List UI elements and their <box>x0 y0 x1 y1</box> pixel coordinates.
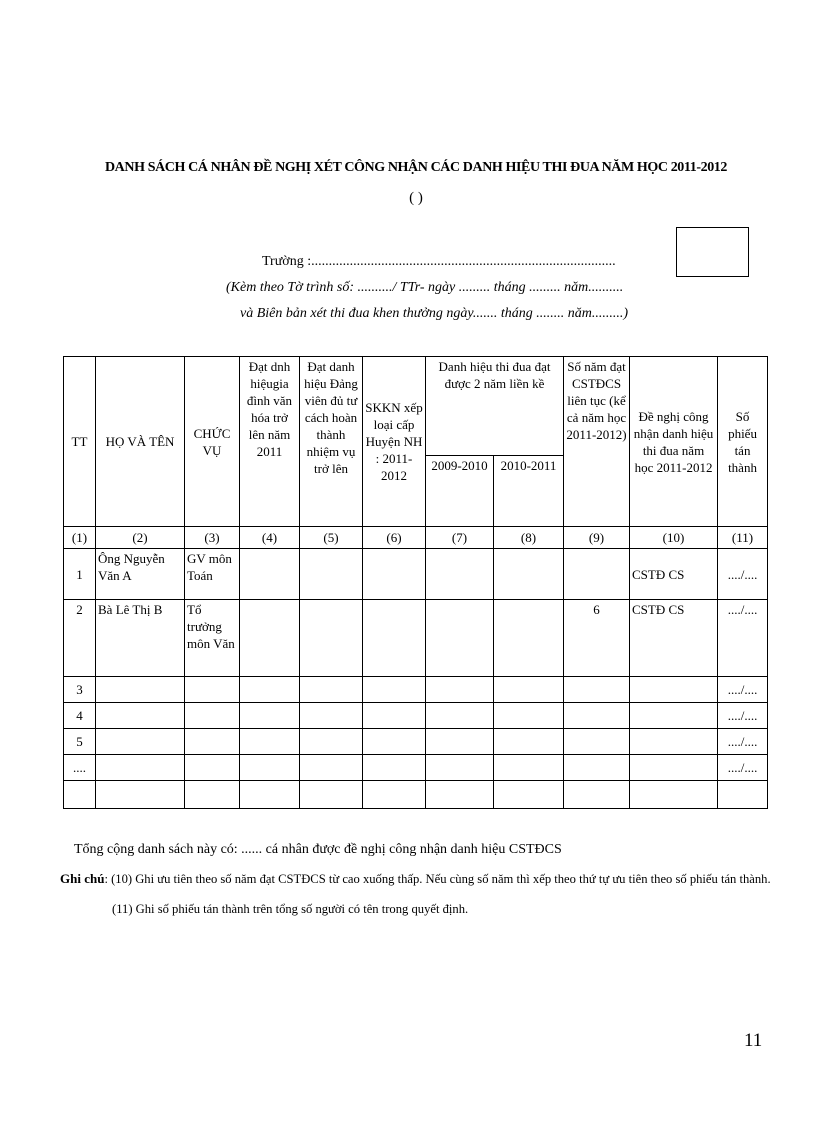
attachment-line-1: (Kèm theo Tờ trình số: ........../ TTr- ngày ......... tháng ......... năm.......... <box>226 280 624 295</box>
header-party-member: Đạt danh hiệu Đảng viên đủ tư cách hoàn thành nhiệm vụ trở lên <box>300 357 363 527</box>
col-number: (11) <box>718 527 768 549</box>
cell-position: Tổ trưởng môn Văn <box>185 600 240 677</box>
cell-proposed <box>630 755 718 781</box>
cell-party-member <box>300 677 363 703</box>
table-row <box>64 677 768 703</box>
cell-proposed <box>630 677 718 703</box>
cell-proposed: CSTĐ CS <box>630 600 718 677</box>
cell-name <box>96 703 185 729</box>
cell-votes: ..../.... <box>718 677 768 703</box>
header-culture-family: Đạt dnh hiệugia đình văn hóa trở lên năm 2011 <box>240 357 300 527</box>
cell-consecutive-years <box>564 677 630 703</box>
cell-party-member <box>300 755 363 781</box>
cell-culture-family <box>240 677 300 703</box>
cell-skkn <box>363 703 426 729</box>
header-proposed: Đề nghị công nhận danh hiệu thi đua năm học 2011-2012 <box>630 357 718 527</box>
header-tt: TT <box>64 357 96 527</box>
cell-year1 <box>426 549 494 600</box>
note-line-1 <box>60 871 771 887</box>
cell-position <box>185 703 240 729</box>
table-row <box>64 549 768 600</box>
table-row <box>64 703 768 729</box>
cell-party-member <box>300 600 363 677</box>
cell-year2 <box>494 549 564 600</box>
cell-name: Ông Nguyễn Văn A <box>96 549 185 600</box>
table-row <box>64 729 768 755</box>
col-number: (7) <box>426 527 494 549</box>
cell-position <box>185 677 240 703</box>
document-title: DANH SÁCH CÁ NHÂN ĐỀ NGHỊ XÉT CÔNG NHẬN CÁC DANH HIỆU THI ĐUA NĂM HỌC 2011-2012 <box>104 160 728 175</box>
cell-culture-family <box>240 600 300 677</box>
cell-culture-family <box>240 549 300 600</box>
cell-year2 <box>494 600 564 677</box>
cell-skkn <box>363 729 426 755</box>
col-number: (4) <box>240 527 300 549</box>
cell-name <box>96 755 185 781</box>
stamp-box <box>676 227 749 277</box>
cell-votes: ..../.... <box>718 549 768 600</box>
cell-year1 <box>426 600 494 677</box>
cell-consecutive-years <box>564 549 630 600</box>
cell-tt: 2 <box>64 600 96 677</box>
table-row-empty <box>64 781 768 809</box>
cell-consecutive-years <box>564 755 630 781</box>
cell-consecutive-years <box>564 729 630 755</box>
cell-year1 <box>426 755 494 781</box>
header-title-2years: Danh hiệu thi đua đạt được 2 năm liền kề <box>426 357 564 456</box>
col-number: (2) <box>96 527 185 549</box>
school-line: Trường :....................................................................................... <box>262 254 616 269</box>
cell-year2 <box>494 755 564 781</box>
header-position: CHỨC VỤ <box>185 357 240 527</box>
header-year-2010-2011: 2010-2011 <box>494 456 564 527</box>
cell-year1 <box>426 729 494 755</box>
cell-name: Bà Lê Thị B <box>96 600 185 677</box>
header-skkn: SKKN xếp loại cấp Huyện NH : 2011-2012 <box>363 357 426 527</box>
header-row-1 <box>64 357 768 456</box>
cell-votes: ..../.... <box>718 729 768 755</box>
cell-tt: 5 <box>64 729 96 755</box>
cell-proposed: CSTĐ CS <box>630 549 718 600</box>
note-line-2: (11) Ghi số phiếu tán thành trên tổng số người có tên trong quyết định. <box>112 902 469 916</box>
cell-skkn <box>363 600 426 677</box>
cell-year2 <box>494 729 564 755</box>
col-number: (3) <box>185 527 240 549</box>
column-number-row <box>64 527 768 549</box>
header-year-2009-2010: 2009-2010 <box>426 456 494 527</box>
col-number: (5) <box>300 527 363 549</box>
header-consecutive-years: Số năm đạt CSTĐCS liên tục (kể cả năm học 2011-2012) <box>564 357 630 527</box>
cell-party-member <box>300 729 363 755</box>
cell-tt: .... <box>64 755 96 781</box>
cell-skkn <box>363 677 426 703</box>
cell-name <box>96 677 185 703</box>
cell-tt: 4 <box>64 703 96 729</box>
cell-culture-family <box>240 755 300 781</box>
col-number: (6) <box>363 527 426 549</box>
cell-skkn <box>363 755 426 781</box>
col-number: (8) <box>494 527 564 549</box>
cell-party-member <box>300 703 363 729</box>
cell-year2 <box>494 677 564 703</box>
document-subtitle: ( ) <box>409 190 423 206</box>
cell-year1 <box>426 677 494 703</box>
cell-position <box>185 755 240 781</box>
cell-consecutive-years <box>564 703 630 729</box>
nomination-table <box>63 356 768 809</box>
page-number: 11 <box>744 1030 763 1051</box>
table-row <box>64 755 768 781</box>
col-number: (1) <box>64 527 96 549</box>
header-name: HỌ VÀ TÊN <box>96 357 185 527</box>
cell-position <box>185 729 240 755</box>
cell-proposed <box>630 729 718 755</box>
cell-skkn <box>363 549 426 600</box>
cell-votes: ..../.... <box>718 600 768 677</box>
attachment-line-2: và Biên bản xét thi đua khen thưởng ngày....... tháng ........ năm.........) <box>240 306 628 321</box>
cell-culture-family <box>240 703 300 729</box>
cell-year2 <box>494 703 564 729</box>
cell-tt: 3 <box>64 677 96 703</box>
cell-name <box>96 729 185 755</box>
cell-culture-family <box>240 729 300 755</box>
cell-votes: ..../.... <box>718 703 768 729</box>
col-number: (9) <box>564 527 630 549</box>
cell-position: GV môn Toán <box>185 549 240 600</box>
col-number: (10) <box>630 527 718 549</box>
cell-consecutive-years: 6 <box>564 600 630 677</box>
total-line: Tổng cộng danh sách này có: ...... cá nhân được đề nghị công nhận danh hiệu CSTĐCS <box>74 842 562 857</box>
cell-year1 <box>426 703 494 729</box>
header-votes: Số phiếu tán thành <box>718 357 768 527</box>
cell-party-member <box>300 549 363 600</box>
table-row <box>64 600 768 677</box>
cell-tt: 1 <box>64 549 96 600</box>
cell-proposed <box>630 703 718 729</box>
note-text-1: : (10) Ghi ưu tiên theo số năm đạt CSTĐCS từ cao xuống thấp. Nếu cùng số năm thì xếp theo thứ tự ưu tiên theo số phiếu tán thành. <box>104 872 771 886</box>
note-label: Ghi chú <box>60 871 105 886</box>
cell-votes: ..../.... <box>718 755 768 781</box>
